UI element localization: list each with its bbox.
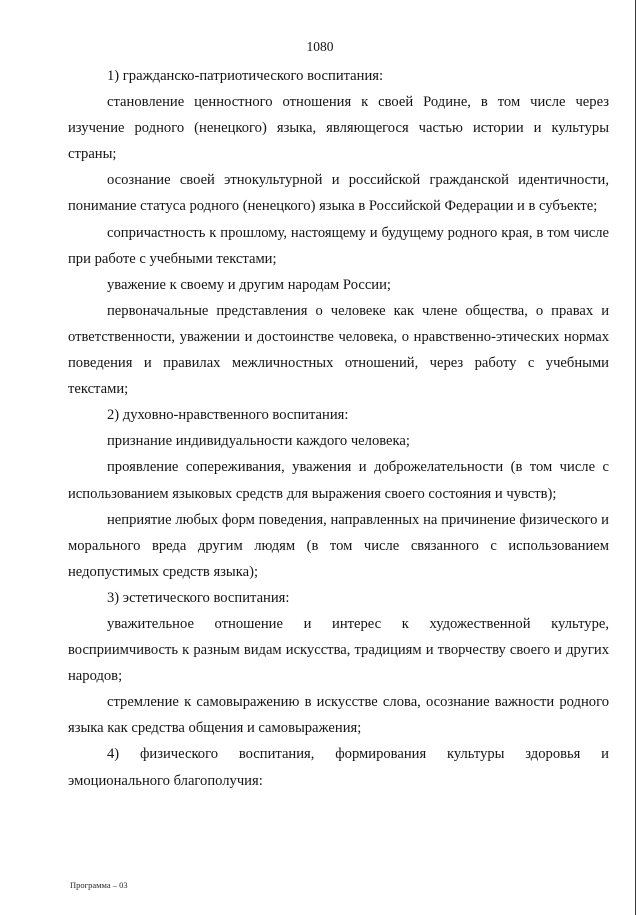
paragraph-art-respect: уважительное отношение и интерес к художественной культуре, восприимчивость к разным видам искусства, традициям и творчеству своего и других народов; <box>68 615 609 685</box>
paragraph-native-land: сопричастность к прошлому, настоящему и будущему родного края, в том числе при работе с учебными текстами; <box>68 224 609 267</box>
paragraph-identity: осознание своей этнокультурной и российской гражданской идентичности, понимание статуса родного (ненецкого) языка в Российской Федерации и в субъекте; <box>68 172 609 215</box>
paragraph-individuality: признание индивидуальности каждого человека; <box>107 433 410 450</box>
paragraph-society-ideas: первоначальные представления о человеке как члене общества, о правах и ответственности, уважении и достоинстве человека, о нравственно-этических нормах поведения и правилах межличностных отношений, через работу с учебными текстами; <box>68 302 609 398</box>
paragraph-physical-heading: 4) физического воспитания, формирования культуры здоровья и эмоционального благополучия: <box>68 746 609 789</box>
scan-edge-line <box>635 0 636 915</box>
footer-program-label: Программа – 03 <box>70 880 128 890</box>
paragraph-rejection-harm: неприятие любых форм поведения, направленных на причинение физического и морального вреда другим людям (в том числе связанного с использованием недопустимых средств языка); <box>68 511 609 580</box>
paragraph-aesthetic-heading: 3) эстетического воспитания: <box>107 589 290 606</box>
document-body <box>68 63 609 794</box>
paragraph-moral-heading: 2) духовно-нравственного воспитания: <box>107 407 349 424</box>
paragraph-self-expression: стремление к самовыражению в искусстве слова, осознание важности родного языка как средства общения и самовыражения; <box>68 694 609 737</box>
paragraph-homeland-values: становление ценностного отношения к своей Родине, в том числе через изучение родного (ненецкого) языка, являющегося частью истории и культуры страны; <box>68 94 609 163</box>
paragraph-empathy: проявление сопереживания, уважения и доброжелательности (в том числе с использованием языковых средств для выражения своего состояния и чувств); <box>68 459 609 502</box>
paragraph-respect-peoples: уважение к своему и другим народам России; <box>107 276 391 293</box>
page-number: 1080 <box>306 39 334 54</box>
paragraph-civic-heading: 1) гражданско-патриотического воспитания: <box>107 68 384 84</box>
